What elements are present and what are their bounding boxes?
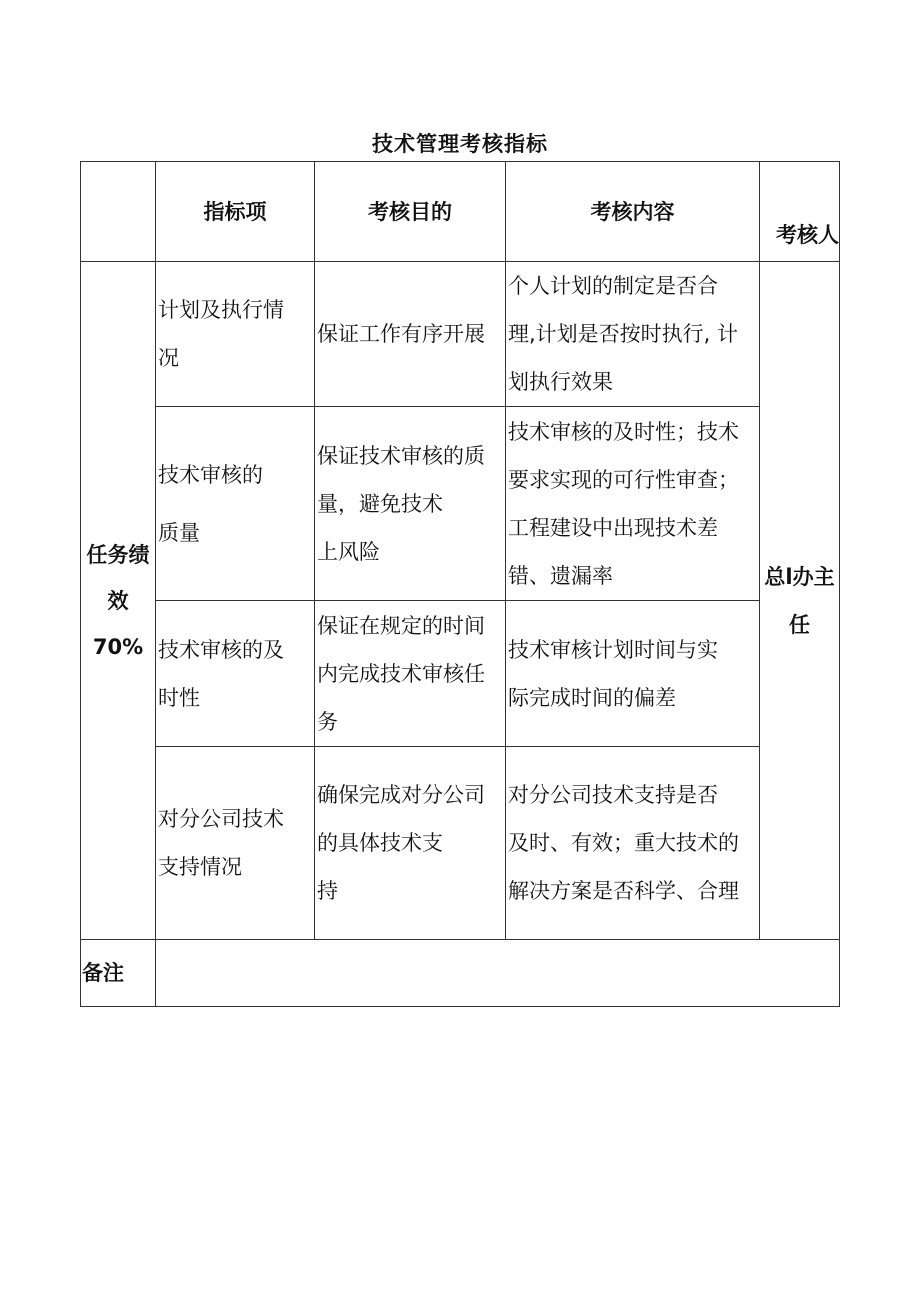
purpose-cell [315,601,506,747]
category-line: 任务绩 [86,542,150,567]
header-indicator: 指标项 [156,162,315,262]
indicator-cell [156,407,315,601]
cell-line: 对分公司技术支持是否 [508,783,718,807]
category-line: 效 [107,588,129,613]
header-assessor: 考核人 [760,162,840,262]
purpose-cell [315,262,506,407]
cell-line: 解决方案是否科学、合理 [508,879,739,903]
cell-line: 技术审核的及时性；技术 [508,419,739,444]
cell-line: 支持情况 [158,855,242,879]
cell-line: 理,计划是否按时执行, 计 [508,322,739,346]
cell-line: 持 [317,879,338,903]
assessor-line: 总l办主 [764,564,835,589]
table-row [81,747,840,940]
header-purpose: 考核目的 [315,162,506,262]
cell-line: 划执行效果 [508,370,613,394]
cell-line: 际完成时间的偏差 [508,685,676,710]
category-line: 70% [92,634,144,659]
header-content: 考核内容 [506,162,760,262]
indicator-cell [156,601,315,747]
cell-line: 保证在规定的时间 [317,613,485,638]
cell-line: 错、遗漏率 [508,563,613,588]
cell-line: 保证工作有序开展 [317,322,485,346]
cell-line: 量，避免技术 [317,491,443,516]
header-blank-cell [81,162,156,262]
page-title: 技术管理考核指标 [372,132,548,156]
cell-line: 况 [158,346,179,370]
assessor-line: 任 [789,612,810,637]
table-row [81,262,840,407]
cell-line: 计划及执行情 [158,298,284,322]
remarks-label: 备注 [81,940,156,1007]
assessor-cell [760,262,840,940]
content-cell [506,407,760,601]
header-row [81,162,840,262]
remarks-row [81,940,840,1007]
content-cell [506,747,760,940]
cell-line: 技术审核的 [158,462,263,487]
indicator-cell [156,262,315,407]
cell-line: 内完成技术审核任 [317,661,485,686]
remarks-value [156,940,840,1007]
category-cell [81,262,156,940]
cell-line: 保证技术审核的质 [317,443,485,468]
cell-line: 要求实现的可行性审查； [508,467,739,492]
assessment-table [80,161,840,1007]
table-row [81,407,840,601]
content-cell [506,262,760,407]
cell-line: 的具体技术支 [317,831,443,855]
purpose-cell [315,747,506,940]
indicator-cell [156,747,315,940]
cell-line: 工程建设中出现技术差 [508,515,718,540]
cell-line: 质量 [158,520,200,545]
cell-line: 务 [317,709,338,734]
table-row [81,601,840,747]
cell-line: 时性 [158,685,200,710]
cell-line: 技术审核的及 [158,637,284,662]
cell-line: 及时、有效；重大技术的 [508,831,739,855]
cell-line: 对分公司技术 [158,807,284,831]
purpose-cell [315,407,506,601]
cell-line: 技术审核计划时间与实 [508,637,718,662]
cell-line: 确保完成对分公司 [317,783,485,807]
cell-line: 上风险 [317,539,380,564]
content-cell [506,601,760,747]
cell-line: 个人计划的制定是否合 [508,274,718,298]
